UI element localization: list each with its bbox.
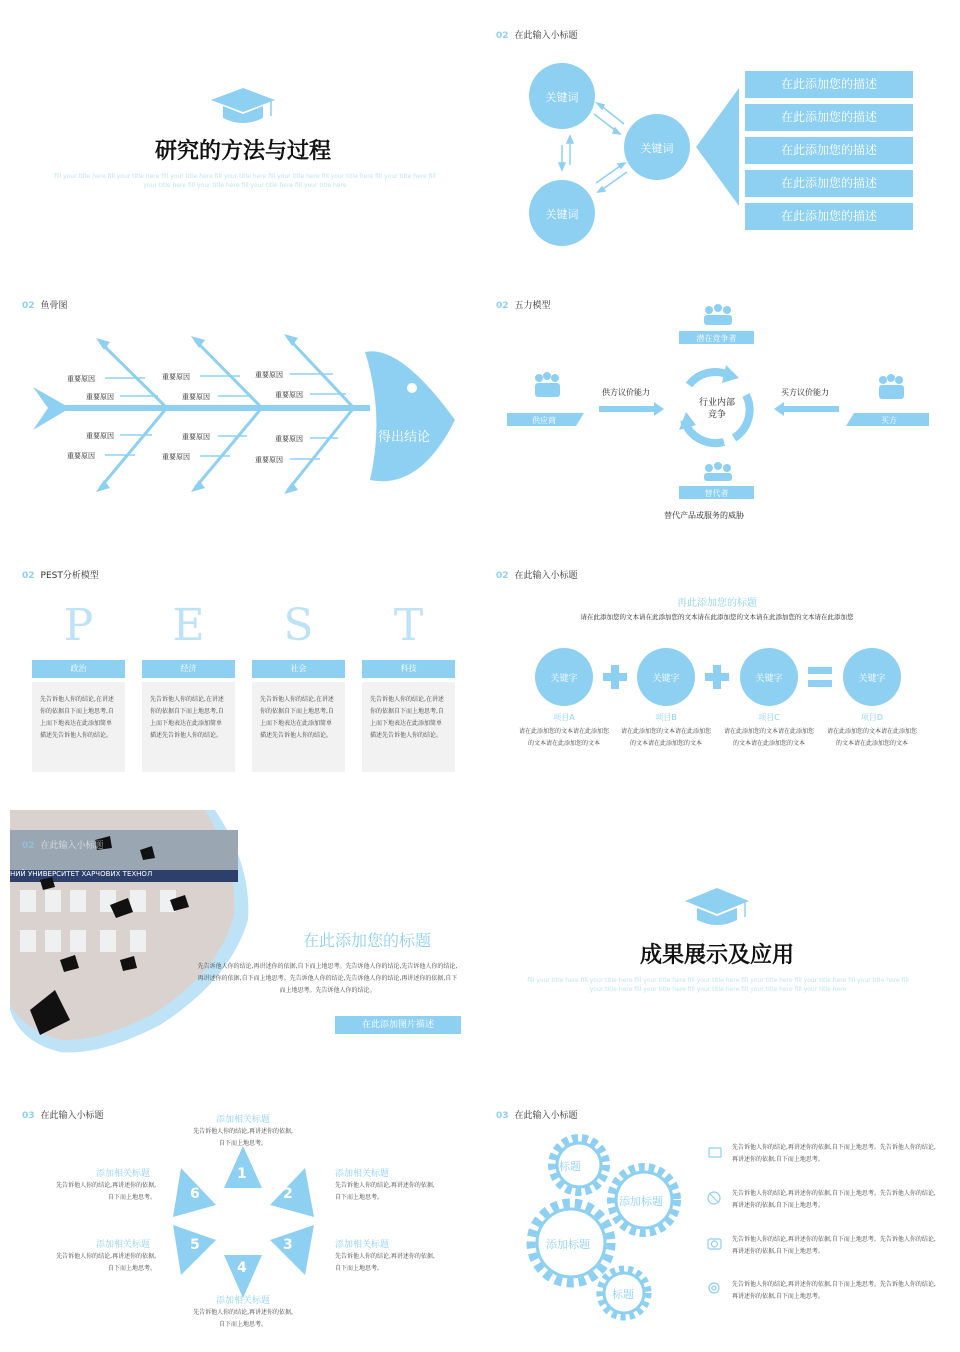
pest-head: 科技 (362, 660, 455, 678)
part-number-1: 1 (237, 1166, 247, 1182)
cause-4: 重要原因 (182, 393, 210, 401)
pest-head: 政治 (32, 660, 125, 678)
block-title: 添加相关标题 (96, 1240, 151, 1250)
block-text: 先告诉他人你的结论,再讲述你的依据,自下而上地思考。 (56, 1253, 156, 1272)
slide-title: 成果展示及应用 (639, 943, 794, 968)
slide-label: 02 鱼骨图 (22, 301, 68, 311)
gear-label-1: 标题 (559, 1160, 581, 1173)
desc-box-5: 在此添加您的描述 (745, 203, 913, 230)
part-number-3: 3 (283, 1237, 293, 1253)
project-name: 项目B (655, 713, 677, 722)
photo-title: 在此添加您的标题 (303, 931, 432, 950)
desc-box-2: 在此添加您的描述 (745, 104, 913, 131)
section-title: 再此添加您的标题 (677, 598, 757, 609)
force-top: 潜在竞争者 (696, 334, 737, 343)
gear-item-text: 先告诉他人你的结论,再讲述你的依据,自下而上地思考。先告诉他人你的结论,再讲述你的依据,自下而上地思考。 (732, 1236, 936, 1255)
part-number-4: 4 (237, 1260, 247, 1276)
gear-label-3: 添加标题 (546, 1238, 590, 1251)
cause-3: 重要原因 (162, 373, 190, 381)
slide-label: 02 PEST分析模型 (22, 571, 99, 581)
people-icon (704, 304, 732, 325)
pest-body: 先告诉他人你的结论,在讲述你的依据自下而上地思考,自上而下地表达在此添加简单描述先告诉他人你的结论。 (142, 682, 235, 772)
gear-item-text: 先告诉他人你的结论,再讲述你的依据,自下而上地思考。先告诉他人你的结论,再讲述你的依据,自下而上地思考。 (732, 1190, 936, 1209)
slide-six-parts (0, 1080, 474, 1348)
pest-letter: S (283, 600, 314, 651)
block-title: 添加相关标题 (215, 1115, 270, 1125)
slide-pest (0, 540, 474, 808)
desc-box-3: 在此添加您的描述 (745, 137, 913, 164)
pest-body: 先告诉他人你的结论,在讲述你的依据自下而上地思考,自上而下地表达在此添加简单描述先告诉他人你的结论。 (32, 682, 125, 772)
pest-body: 先告诉他人你的结论,在讲述你的依据自下而上地思考,自上而下地表达在此添加简单描述先告诉他人你的结论。 (252, 682, 345, 772)
fishbone-diagram (0, 270, 474, 538)
cause-5: 重要原因 (255, 371, 283, 379)
project-name: 项目D (860, 713, 884, 722)
keyword-circle-label: 关键字 (652, 674, 680, 684)
project-text: 请在此添加您的文本请在此添加您的文本请在此添加您的文本 (827, 728, 918, 747)
pest-head: 经济 (142, 660, 235, 678)
project-text: 请在此添加您的文本请在此添加您的文本请在此添加您的文本 (519, 728, 610, 747)
block-text: 先告诉他人你的结论,再讲述你的依据,自下而上地思考。 (193, 1128, 293, 1147)
gear-item-text: 先告诉他人你的结论,再讲述你的依据,自下而上地思考。先告诉他人你的结论,再讲述你的依据,自下而上地思考。 (732, 1144, 936, 1163)
cause-10: 重要原因 (162, 453, 190, 461)
slide-keyword-equation (474, 540, 948, 808)
slide-label: 03 在此输入小标题 (496, 1111, 578, 1121)
photo-sign: НИЙ УНИВЕРСИТЕТ ХАРЧОВИХ ТЕХНОЛ (10, 870, 153, 878)
gear-item-text: 先告诉他人你的结论,再讲述你的依据,自下而上地思考。先告诉他人你的结论,再讲述你的依据,自下而上地思考。 (732, 1281, 936, 1300)
block-text: 先告诉他人你的结论,再讲述你的依据,自下而上地思考。 (193, 1309, 293, 1328)
funnel-triangle (696, 88, 739, 206)
section-subtitle: 请在此添加您的文本请在此添加您的文本请在此添加您的文本请在此添加您的文本请在此添加您 (580, 613, 854, 621)
pest-body: 先告诉他人你的结论,在讲述你的依据自下而上地思考,自上而下地表达在此添加简单描述先告诉他人你的结论。 (362, 682, 455, 772)
supplier-power: 供方议价能力 (602, 388, 650, 397)
desc-box-4: 在此添加您的描述 (745, 170, 913, 197)
slide-photo (0, 810, 474, 1078)
slide-fishbone (0, 270, 474, 538)
slide-label: 02 在此输入小标题 (496, 31, 578, 41)
block-text: 先告诉他人你的结论,再讲述你的依据,自下而上地思考。 (335, 1253, 435, 1272)
block-text: 先告诉他人你的结论,再讲述你的依据,自下而上地思考。 (56, 1182, 156, 1201)
photo-caption-button[interactable]: 在此添加图片描述 (335, 1016, 461, 1034)
keyword-3: 关键词 (545, 208, 579, 221)
pest-letter: P (63, 600, 94, 651)
block-title: 添加相关标题 (335, 1169, 390, 1179)
cause-7: 重要原因 (86, 432, 114, 440)
block-title: 添加相关标题 (96, 1169, 151, 1179)
cause-11: 重要原因 (275, 435, 303, 443)
gear-label-4: 标题 (612, 1288, 634, 1301)
item-icons (708, 1148, 721, 1293)
force-right: 买方 (881, 416, 897, 425)
project-text: 请在此添加您的文本请在此添加您的文本请在此添加您的文本 (724, 728, 815, 747)
slide-label: 02 五力模型 (496, 301, 551, 311)
slide-label: 02 在此输入小标题 (22, 841, 104, 851)
slide-gears (474, 1080, 948, 1348)
photo-body: 先告诉他人你的结论,再讲述你的依据,自下而上地思考。先告诉他人你的结论,先告诉他人你的结论,再讲述你的依据,自下而上地思考。先告诉他人你的结论,先告诉他人你的结论,再讲述你的依据,自下而上地思考。先告诉他人你的结论。 (197, 963, 458, 994)
pest-head: 社会 (252, 660, 345, 678)
slide-title-methods (0, 0, 474, 268)
block-title: 添加相关标题 (335, 1240, 390, 1250)
cause-9: 重要原因 (182, 433, 210, 441)
part-number-5: 5 (190, 1237, 200, 1253)
keyword-2: 关键词 (640, 142, 674, 155)
gear-label-2: 添加标题 (619, 1195, 663, 1208)
keyword-circle-label: 关键字 (755, 674, 783, 684)
filler-text: fill your title here fill your title here fill your title here fill your title here fill your title here fill your title here fill your title here fill your title here fill your title here fill your title here fill your title here fill your title here (527, 977, 909, 993)
block-title: 添加相关标题 (215, 1296, 270, 1306)
keyword-circle-label: 关键字 (550, 674, 578, 684)
force-left: 供应商 (532, 416, 556, 425)
buyer-power: 买方议价能力 (781, 388, 829, 397)
substitute-threat: 替代产品或服务的威胁 (664, 511, 744, 520)
filler-text: fill your title here fill your title here fill your title here fill your title here fill your title here fill your title here fill your title here fill your title here fill your title here fill your title here fill your title here (54, 173, 436, 189)
keyword-1: 关键词 (545, 91, 579, 104)
cause-8: 重要原因 (67, 452, 95, 460)
pest-letter: T (393, 600, 424, 651)
cause-2: 重要原因 (86, 393, 114, 401)
conclusion-label: 得出结论 (378, 430, 431, 445)
slide-title: 研究的方法与过程 (154, 139, 331, 164)
pest-letter: E (172, 600, 205, 651)
project-name: 项目C (758, 713, 780, 722)
slide-five-forces (474, 270, 948, 538)
slide-keywords (474, 0, 948, 268)
project-name: 项目A (553, 713, 575, 722)
gears-diagram (474, 1080, 948, 1348)
part-number-2: 2 (283, 1186, 293, 1202)
force-bottom: 替代者 (704, 489, 729, 498)
cause-1: 重要原因 (67, 375, 95, 383)
block-text: 先告诉他人你的结论,再讲述你的依据,自下而上地思考。 (335, 1182, 435, 1201)
slide-title-results (474, 810, 948, 1078)
cause-12: 重要原因 (255, 456, 283, 464)
slide-label: 03 在此输入小标题 (22, 1111, 104, 1121)
project-text: 请在此添加您的文本请在此添加您的文本请在此添加您的文本 (621, 728, 712, 747)
slide-label: 02 在此输入小标题 (496, 571, 578, 581)
cause-6: 重要原因 (275, 391, 303, 399)
keyword-circle-label: 关键字 (858, 674, 886, 684)
force-center: 行业内部 竞争 (698, 398, 735, 420)
desc-box-1: 在此添加您的描述 (745, 71, 913, 98)
part-number-6: 6 (190, 1186, 200, 1202)
